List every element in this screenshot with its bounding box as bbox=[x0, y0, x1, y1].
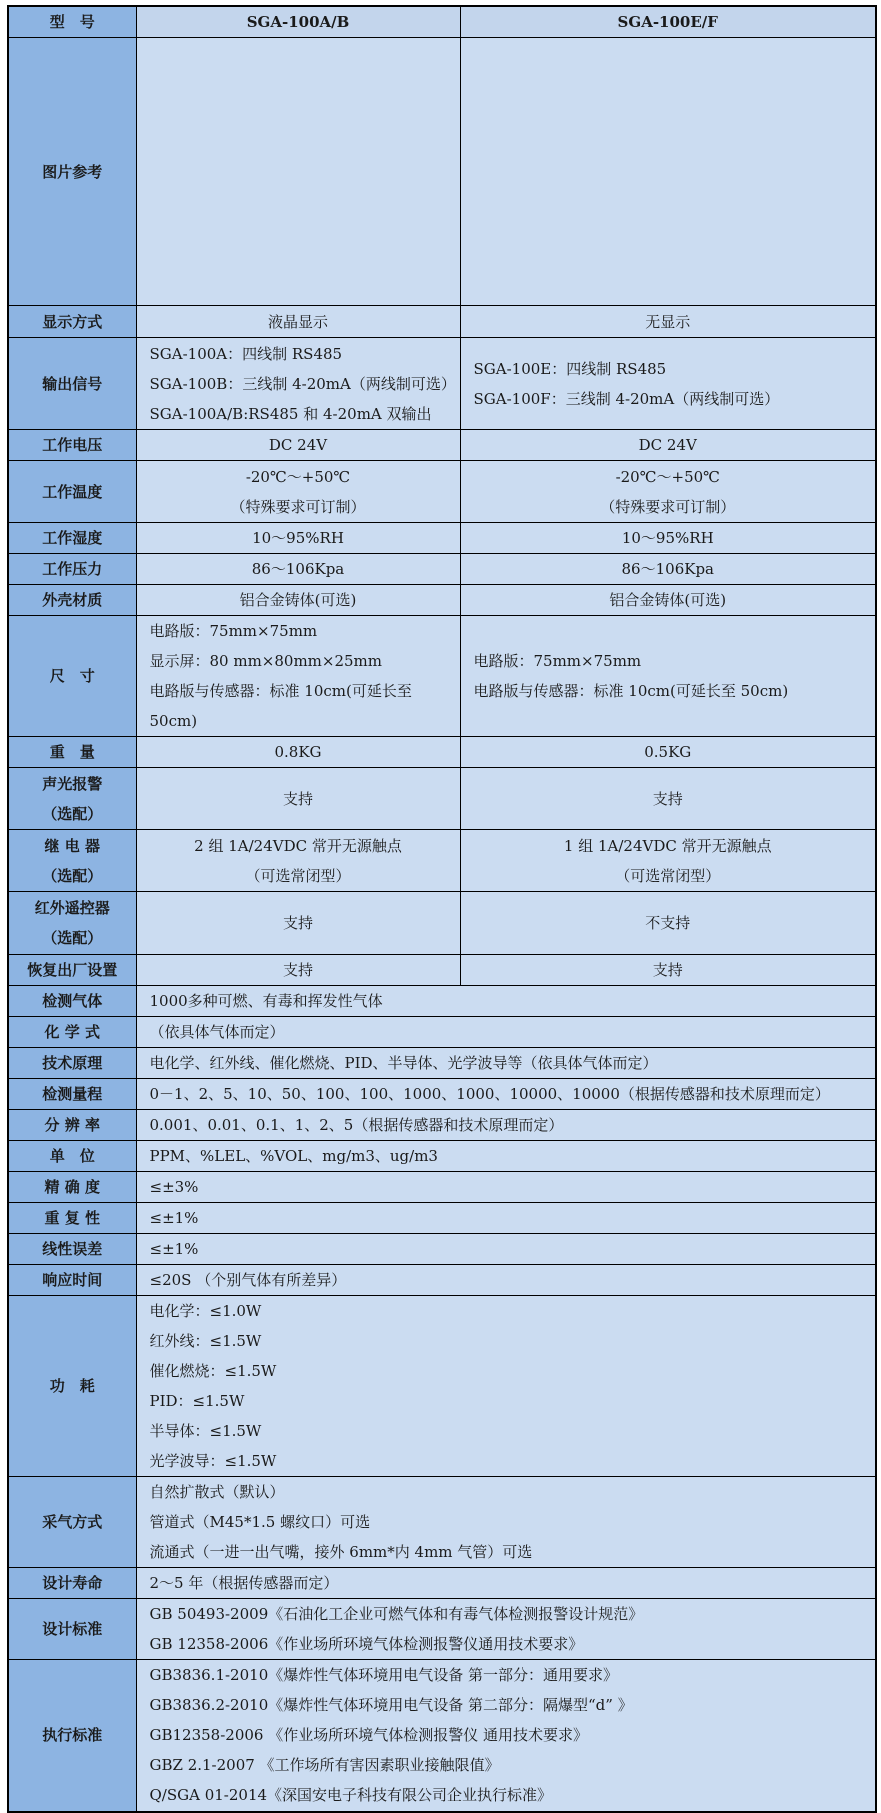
cell-value: GB 50493-2009《石油化工企业可燃气体和有毒气体检测报警设计规范》 GB 12358-2006《作业场所环境气体检测报警仪通用技术要求》 bbox=[136, 1599, 876, 1660]
row-label: 检测量程 bbox=[8, 1079, 136, 1110]
row-relay bbox=[8, 830, 876, 892]
row-label: 外壳材质 bbox=[8, 585, 136, 616]
cell-left: 2 组 1A/24VDC 常开无源触点 （可选常闭型） bbox=[136, 830, 460, 892]
cell-right: 0.5KG bbox=[460, 737, 876, 768]
row-working-pressure bbox=[8, 554, 876, 585]
cell-left: DC 24V bbox=[136, 430, 460, 461]
row-chemical-formula bbox=[8, 1017, 876, 1048]
row-detected-gases bbox=[8, 986, 876, 1017]
row-label: 响应时间 bbox=[8, 1265, 136, 1296]
cell-value: 0.001、0.01、0.1、1、2、5（根据传感器和技术原理而定） bbox=[136, 1110, 876, 1141]
cell-left: 支持 bbox=[136, 955, 460, 986]
row-units bbox=[8, 1141, 876, 1172]
row-label: 红外遥控器 （选配） bbox=[8, 892, 136, 955]
cell-value: ≤±1% bbox=[136, 1203, 876, 1234]
row-label: 恢复出厂设置 bbox=[8, 955, 136, 986]
row-audible-visual-alarm bbox=[8, 768, 876, 830]
row-linearity-error bbox=[8, 1234, 876, 1265]
row-power-consumption bbox=[8, 1296, 876, 1477]
row-label: 精 确 度 bbox=[8, 1172, 136, 1203]
row-label: 输出信号 bbox=[8, 338, 136, 430]
row-dimensions bbox=[8, 616, 876, 737]
row-label: 重 复 性 bbox=[8, 1203, 136, 1234]
cell-value: 电化学、红外线、催化燃烧、PID、半导体、光学波导等（依具体气体而定） bbox=[136, 1048, 876, 1079]
cell-left: 0.8KG bbox=[136, 737, 460, 768]
row-accuracy bbox=[8, 1172, 876, 1203]
cell-value: PPM、%LEL、%VOL、mg/m3、ug/m3 bbox=[136, 1141, 876, 1172]
cell-left: 86～106Kpa bbox=[136, 554, 460, 585]
row-label: 声光报警 （选配） bbox=[8, 768, 136, 830]
row-detection-range bbox=[8, 1079, 876, 1110]
row-label: 设计寿命 bbox=[8, 1568, 136, 1599]
cell-value: ≤20S （个别气体有所差异） bbox=[136, 1265, 876, 1296]
cell-value: 0－1、2、5、10、50、100、100、1000、1000、10000、10000（根据传感器和技术原理而定） bbox=[136, 1079, 876, 1110]
cell-right: 无显示 bbox=[460, 306, 876, 338]
cell-left: SGA-100A：四线制 RS485 SGA-100B：三线制 4-20mA（两线制可选） SGA-100A/B:RS485 和 4-20mA 双输出 bbox=[136, 338, 460, 430]
cell-value: 电化学：≤1.0W 红外线：≤1.5W 催化燃烧：≤1.5W PID：≤1.5W 半导体：≤1.5W 光学波导：≤1.5W bbox=[136, 1296, 876, 1477]
cell-right: 电路版：75mm×75mm 电路版与传感器：标准 10cm(可延长至 50cm) bbox=[460, 616, 876, 737]
row-label: 技术原理 bbox=[8, 1048, 136, 1079]
row-sampling-method bbox=[8, 1477, 876, 1568]
model-label: 型 号 bbox=[8, 6, 136, 38]
model-a-header: SGA-100A/B bbox=[136, 6, 460, 38]
cell-right: SGA-100E：四线制 RS485 SGA-100F：三线制 4-20mA（两线制可选） bbox=[460, 338, 876, 430]
cell-right: 1 组 1A/24VDC 常开无源触点 （可选常闭型） bbox=[460, 830, 876, 892]
row-label: 工作压力 bbox=[8, 554, 136, 585]
row-image bbox=[8, 38, 876, 306]
cell-right: 支持 bbox=[460, 768, 876, 830]
row-working-humidity bbox=[8, 523, 876, 554]
cell-value: 自然扩散式（默认） 管道式（M45*1.5 螺纹口）可选 流通式（一进一出气嘴，接外 6mm*内 4mm 气管）可选 bbox=[136, 1477, 876, 1568]
row-label: 设计标准 bbox=[8, 1599, 136, 1660]
cell-left: 电路版：75mm×75mm 显示屏：80 mm×80mm×25mm 电路版与传感器：标准 10cm(可延长至 50cm) bbox=[136, 616, 460, 737]
row-display-mode bbox=[8, 306, 876, 338]
row-label: 工作电压 bbox=[8, 430, 136, 461]
row-technical-principle bbox=[8, 1048, 876, 1079]
cell-right: 86～106Kpa bbox=[460, 554, 876, 585]
row-repeatability bbox=[8, 1203, 876, 1234]
row-label: 功 耗 bbox=[8, 1296, 136, 1477]
image-row-label: 图片参考 bbox=[8, 38, 136, 306]
row-label: 尺 寸 bbox=[8, 616, 136, 737]
model-e-header: SGA-100E/F bbox=[460, 6, 876, 38]
cell-value: ≤±3% bbox=[136, 1172, 876, 1203]
row-executive-standards bbox=[8, 1660, 876, 1812]
row-output-signal bbox=[8, 338, 876, 430]
cell-right: 10～95%RH bbox=[460, 523, 876, 554]
gas-detector-spec-table bbox=[7, 5, 877, 1813]
photo-cell-right bbox=[460, 38, 876, 306]
row-label: 执行标准 bbox=[8, 1660, 136, 1812]
row-factory-reset bbox=[8, 955, 876, 986]
cell-left: 支持 bbox=[136, 892, 460, 955]
cell-value: （依具体气体而定） bbox=[136, 1017, 876, 1048]
cell-left: 液晶显示 bbox=[136, 306, 460, 338]
cell-left: 支持 bbox=[136, 768, 460, 830]
row-resolution bbox=[8, 1110, 876, 1141]
cell-right: 铝合金铸体(可选) bbox=[460, 585, 876, 616]
photo-cell-left bbox=[136, 38, 460, 306]
row-label: 分 辨 率 bbox=[8, 1110, 136, 1141]
row-design-standards bbox=[8, 1599, 876, 1660]
cell-right: DC 24V bbox=[460, 430, 876, 461]
cell-left: -20℃～+50℃ （特殊要求可订制） bbox=[136, 461, 460, 523]
cell-right: 支持 bbox=[460, 955, 876, 986]
row-model bbox=[8, 6, 876, 38]
cell-right: -20℃～+50℃ （特殊要求可订制） bbox=[460, 461, 876, 523]
row-label: 显示方式 bbox=[8, 306, 136, 338]
row-response-time bbox=[8, 1265, 876, 1296]
cell-left: 10～95%RH bbox=[136, 523, 460, 554]
row-label: 采气方式 bbox=[8, 1477, 136, 1568]
row-label: 线性误差 bbox=[8, 1234, 136, 1265]
row-ir-remote bbox=[8, 892, 876, 955]
row-weight bbox=[8, 737, 876, 768]
cell-value: GB3836.1-2010《爆炸性气体环境用电气设备 第一部分：通用要求》 GB3836.2-2010《爆炸性气体环境用电气设备 第二部分：隔爆型“d” 》 GB12358-2006 《作业场所环境气体检测报警仪 通用技术要求》 GBZ 2.1-2007 《工作场所有害因素职业接触限值》 Q/SGA 01-2014《深国安电子科技有限公司企业执行标准》 bbox=[136, 1660, 876, 1812]
row-label: 单 位 bbox=[8, 1141, 136, 1172]
row-label: 继 电 器 （选配） bbox=[8, 830, 136, 892]
cell-right: 不支持 bbox=[460, 892, 876, 955]
cell-value: ≤±1% bbox=[136, 1234, 876, 1265]
row-design-life bbox=[8, 1568, 876, 1599]
row-label: 工作温度 bbox=[8, 461, 136, 523]
cell-left: 铝合金铸体(可选) bbox=[136, 585, 460, 616]
row-label: 检测气体 bbox=[8, 986, 136, 1017]
row-housing-material bbox=[8, 585, 876, 616]
cell-value: 2～5 年（根据传感器而定） bbox=[136, 1568, 876, 1599]
cell-value: 1000多种可燃、有毒和挥发性气体 bbox=[136, 986, 876, 1017]
row-working-voltage bbox=[8, 430, 876, 461]
row-label: 工作湿度 bbox=[8, 523, 136, 554]
row-working-temperature bbox=[8, 461, 876, 523]
row-label: 重 量 bbox=[8, 737, 136, 768]
row-label: 化 学 式 bbox=[8, 1017, 136, 1048]
